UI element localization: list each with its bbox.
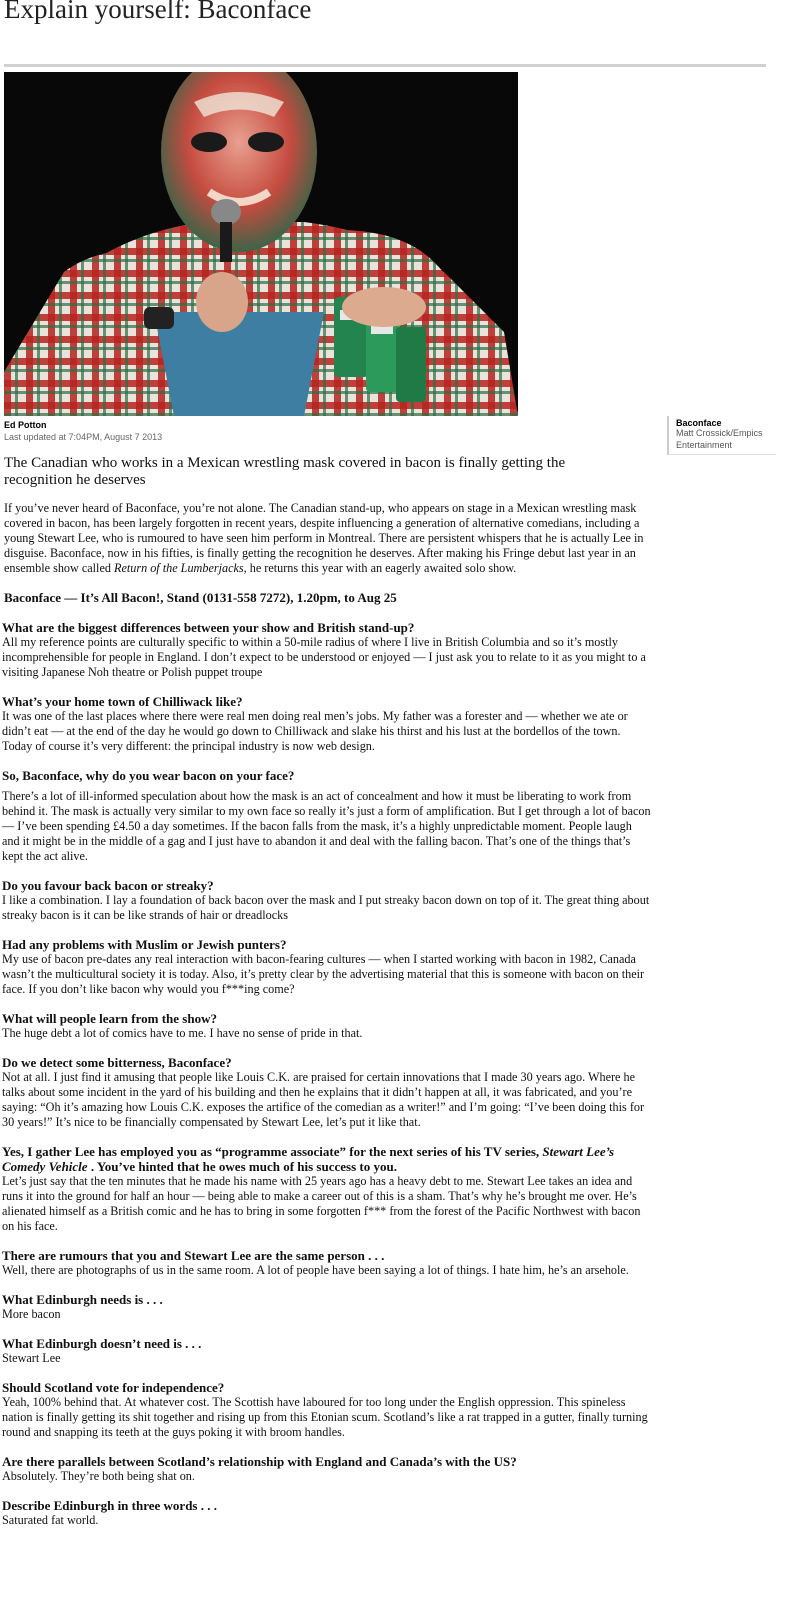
interview (2, 620, 652, 1542)
last-updated: Last updated at 7:04PM, August 7 2013 (4, 432, 163, 442)
intro-paragraph (4, 501, 650, 576)
article-title: Explain yourself: Baconface (4, 0, 312, 24)
answer: The huge debt a lot of comics have to me. I have no sense of pride in that. (2, 1026, 363, 1040)
intro-show-title: Return of the Lumberjacks (114, 561, 244, 575)
intro-text-a: If you’ve never heard of Baconface, you’re not alone. The Canadian stand-up, who appears on stage in a Mexican wrestling mask covered in bacon, has been largely forgotten in recent years, despite influencing a generation of alternative comedians, including a young Stewart Lee, who is rumoured to have seen him perform in Montreal. There are persistent whispers that he is actually Lee in disguise. Baconface, now in his fifties, is finally getting the recognition he deserves. After making his Fringe debut last year in an ensemble show called (4, 501, 644, 575)
article-photo[interactable] (4, 72, 518, 416)
caption-title: Baconface (676, 418, 722, 428)
show-listing: Baconface — It’s All Bacon!, Stand (0131-558 7272), 1.20pm, to Aug 25 (4, 590, 397, 605)
answer: It was one of the last places where there were real men doing real men’s jobs. My father was a forester and — whether we ate or didn’t eat — at the end of the day he would go down to Chilliwack and slake his thirst and his lust at the bordellos of the town. Today of course it’s very different: the principal industry is now web design. (2, 709, 628, 753)
question: So, Baconface, why do you wear bacon on your face? (2, 768, 295, 783)
question: What’s your home town of Chilliwack like? (2, 694, 243, 709)
question-text-b: . You’ve hinted that he owes much of his success to you. (87, 1159, 397, 1174)
question: Are there parallels between Scotland’s relationship with England and Canada’s with the US? (2, 1454, 517, 1469)
answer: Yeah, 100% behind that. At whatever cost. The Scottish have laboured for too long under the English oppression. This spineless nation is finally getting its shit together and rising up from this Etonian scum. Scotland’s like a rat trapped in a gutter, finally turning round and snapping its teeth at the guys poking it with broom handles. (2, 1395, 648, 1439)
question: There are rumours that you and Stewart Lee are the same person . . . (2, 1248, 385, 1263)
answer: Not at all. I just find it amusing that people like Louis C.K. are praised for certain innovations that I made 30 years ago. Where he talks about some incident in the yard of his building and then he explains that it didn’t happen at all, it was fabricated, and you’re saying: “Oh it’s amazing how Louis C.K. exposes the artifice of the comedian as a writer!” and I’m going: “I’ve been doing this for 30 years!” It’s nice to be financially compensated by Stewart Lee, let’s put it like that. (2, 1070, 645, 1129)
question-show-title: Stewart Lee’s Comedy Vehicle (2, 1144, 615, 1174)
question: Do you favour back bacon or streaky? (2, 878, 214, 893)
question: Had any problems with Muslim or Jewish punters? (2, 937, 287, 952)
author-name[interactable]: Ed Potton (4, 420, 47, 430)
answer: Let’s just say that the ten minutes that he made his name with 25 years ago has a heavy debt to me. Stewart Lee takes an idea and runs it into the ground for half an hour — being able to make a career out of this is a sham. That’s why he’s brought me over. He’s alienated himself as a British comic and he has to bring in some forgotten f*** from the forest of the Pacific Northwest with bacon on his face. (2, 1174, 641, 1233)
byline (4, 420, 162, 442)
question: What will people learn from the show? (2, 1011, 217, 1026)
caption-credit: Matt Crossick/Empics Entertainment (676, 428, 763, 450)
question: Do we detect some bitterness, Baconface? (2, 1055, 232, 1070)
answer: My use of bacon pre-dates any real interaction with bacon-fearing cultures — when I started working with bacon in 1982, Canada wasn’t the multicultural society it is today. Also, it’s pretty clear by the advertising material that this is someone with bacon on their face. If you don’t like bacon why would you f***ing come? (2, 952, 645, 996)
answer: Saturated fat world. (2, 1513, 99, 1527)
answer: Absolutely. They’re both being shat on. (2, 1469, 195, 1483)
question-text-a: Yes, I gather Lee has employed you as “programme associate” for the next series of his TV series, (2, 1144, 543, 1159)
answer: More bacon (2, 1307, 61, 1321)
answer: I like a combination. I lay a foundation of back bacon over the mask and I put streaky bacon down on top of it. The great thing about streaky bacon is it can be like strands of hair or dreadlocks (2, 893, 650, 922)
answer: Well, there are photographs of us in the same room. A lot of people have been saying a lot of things. I hate him, he’s an arsehole. (2, 1263, 629, 1277)
photo-caption (667, 416, 776, 455)
question: Should Scotland vote for independence? (2, 1380, 225, 1395)
standfirst: The Canadian who works in a Mexican wrestling mask covered in bacon is finally getting the recognition he deserves (4, 455, 566, 488)
question (2, 1144, 652, 1174)
answer: Stewart Lee (2, 1351, 61, 1365)
intro-text-b: , he returns this year with an eagerly awaited solo show. (243, 561, 517, 575)
answer: There’s a lot of ill-informed speculation about how the mask is an act of concealment and how it must be liberating to work from behind it. The mask is actually very similar to my own face so really it’s just a form of amplification. But I get through a lot of bacon — I’ve been spending £4.50 a day sometimes. If the bacon falls from the mask, it’s a highly unpredictable moment. People laugh and it might be in the middle of a gag and I just have to abandon it and deal with the falling bacon. That’s one of the things that’s kept the act alive. (2, 789, 651, 863)
question: What Edinburgh doesn’t need is . . . (2, 1336, 202, 1351)
question: What Edinburgh needs is . . . (2, 1292, 163, 1307)
comedian-photo-illustration (4, 72, 518, 416)
answer: All my reference points are culturally specific to within a 50-mile radius of where I live in British Columbia and so it’s mostly incomprehensible for people in England. I don’t expect to be understood or enjoyed — I just ask you to relate to it as you might to a visiting Japanese Noh theatre or Polish puppet troupe (2, 635, 646, 679)
title-divider (4, 64, 766, 67)
question: What are the biggest differences between your show and British stand-up? (2, 620, 415, 635)
question: Describe Edinburgh in three words . . . (2, 1498, 217, 1513)
